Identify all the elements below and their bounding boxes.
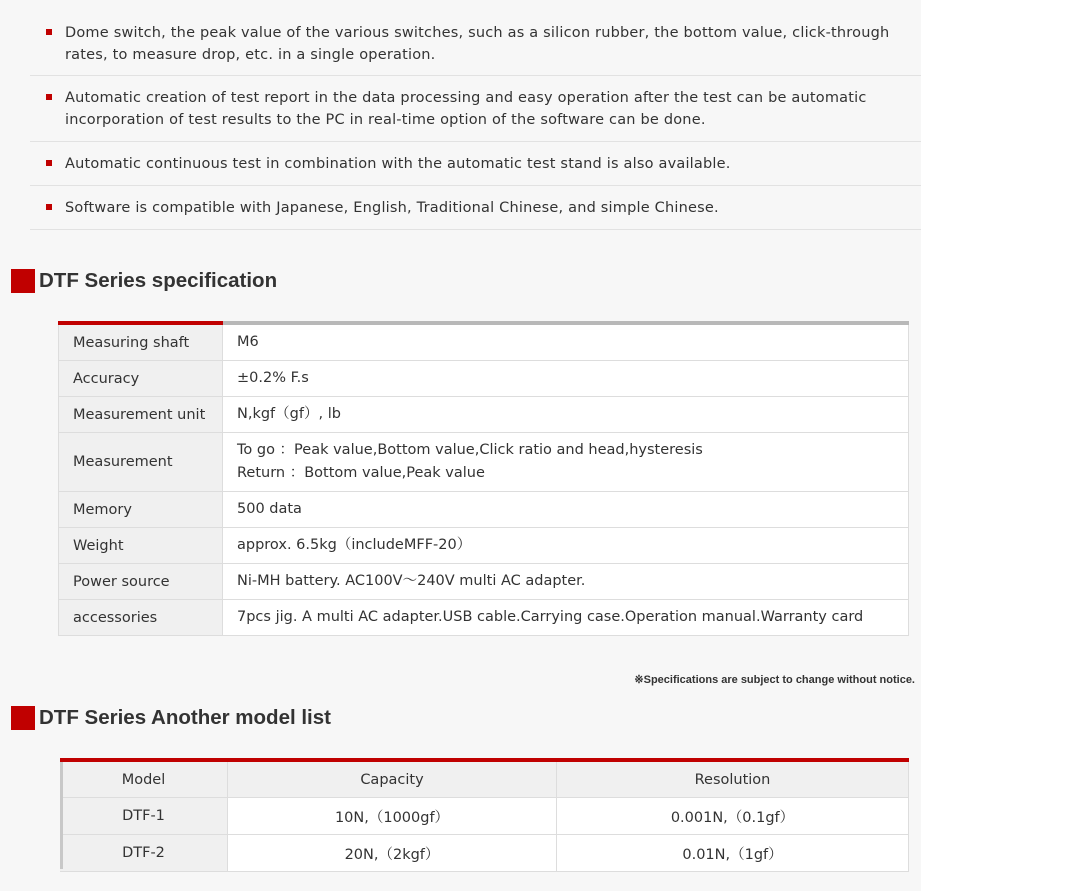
table-row — [60, 798, 909, 835]
bullet-icon — [46, 160, 52, 166]
spec-label: Accuracy — [59, 361, 223, 396]
feature-text: Dome switch, the peak value of the various switches, such as a silicon rubber, the bottom value, click-through rates, to measure drop, etc. in a single operation. — [65, 25, 890, 63]
table-cell: 10N,（1000gf） — [228, 798, 557, 834]
bullet-icon — [46, 204, 52, 210]
heading-marker-icon — [11, 269, 35, 293]
spec-value-line: N,kgf（gf）, lb — [237, 406, 341, 422]
list-item — [30, 10, 921, 76]
spec-row — [58, 564, 909, 600]
heading-marker-icon — [11, 706, 35, 730]
feature-text: Automatic continuous test in combination with the automatic test stand is also available. — [65, 156, 731, 172]
spec-label: Power source — [59, 564, 223, 599]
table-left-border — [60, 762, 63, 869]
list-item — [30, 142, 921, 186]
bullet-icon — [46, 94, 52, 100]
spec-value — [223, 600, 908, 635]
spec-value-line: 500 data — [237, 501, 302, 517]
spec-value — [223, 397, 908, 432]
spec-note: ※Specifications are subject to change without notice. — [634, 674, 915, 686]
spec-value-line: ±0.2% F.s — [237, 370, 309, 386]
heading-text: DTF Series specification — [39, 269, 278, 292]
list-item — [30, 186, 921, 230]
column-header: Model — [60, 762, 228, 797]
spec-value — [223, 528, 908, 563]
column-header: Capacity — [228, 762, 557, 797]
spec-label: Measurement unit — [59, 397, 223, 432]
feature-text: Software is compatible with Japanese, English, Traditional Chinese, and simple Chinese. — [65, 200, 719, 216]
spec-value-line: Ni-MH battery. AC100V～240V multi AC adapter. — [237, 573, 586, 589]
bullet-icon — [46, 29, 52, 35]
feature-list — [30, 10, 921, 230]
spec-label: accessories — [59, 600, 223, 635]
spec-value — [223, 492, 908, 527]
spec-value — [223, 361, 908, 396]
spec-value — [223, 564, 908, 599]
table-cell: 0.001N,（0.1gf） — [557, 798, 908, 834]
spec-table — [58, 321, 909, 636]
column-header: Resolution — [557, 762, 908, 797]
spec-row — [58, 361, 909, 397]
spec-row — [58, 397, 909, 433]
feature-text: Automatic creation of test report in the data processing and easy operation after the test can be automatic incorporation of test results to the PC in real-time option of the software can be done. — [65, 90, 867, 128]
spec-label: Memory — [59, 492, 223, 527]
spec-row — [58, 433, 909, 492]
spec-label: Measurement — [59, 433, 223, 491]
spec-row — [58, 492, 909, 528]
spec-value-line: M6 — [237, 334, 259, 350]
section-heading-specification — [11, 269, 277, 293]
spec-row — [58, 325, 909, 361]
model-table — [60, 758, 909, 872]
table-cell: DTF-2 — [60, 835, 228, 871]
spec-label: Measuring shaft — [59, 325, 223, 360]
spec-value-line: To go ：Peak value,Bottom value,Click ratio and head,hysteresis — [237, 442, 703, 458]
table-row — [60, 835, 909, 872]
spec-value — [223, 433, 908, 491]
table-cell: 20N,（2kgf） — [228, 835, 557, 871]
spec-value-line: Return ：Bottom value,Peak value — [237, 465, 485, 481]
table-header-row — [60, 762, 909, 798]
heading-text: DTF Series Another model list — [39, 706, 331, 729]
list-item — [30, 76, 921, 142]
spec-row — [58, 600, 909, 636]
spec-value-line: approx. 6.5kg（includeMFF-20） — [237, 537, 472, 553]
spec-label: Weight — [59, 528, 223, 563]
table-cell: DTF-1 — [60, 798, 228, 834]
spec-value-line: 7pcs jig. A multi AC adapter.USB cable.Carrying case.Operation manual.Warranty card — [237, 609, 864, 625]
table-cell: 0.01N,（1gf） — [557, 835, 908, 871]
spec-value — [223, 325, 908, 360]
section-heading-models — [11, 706, 331, 730]
spec-row — [58, 528, 909, 564]
